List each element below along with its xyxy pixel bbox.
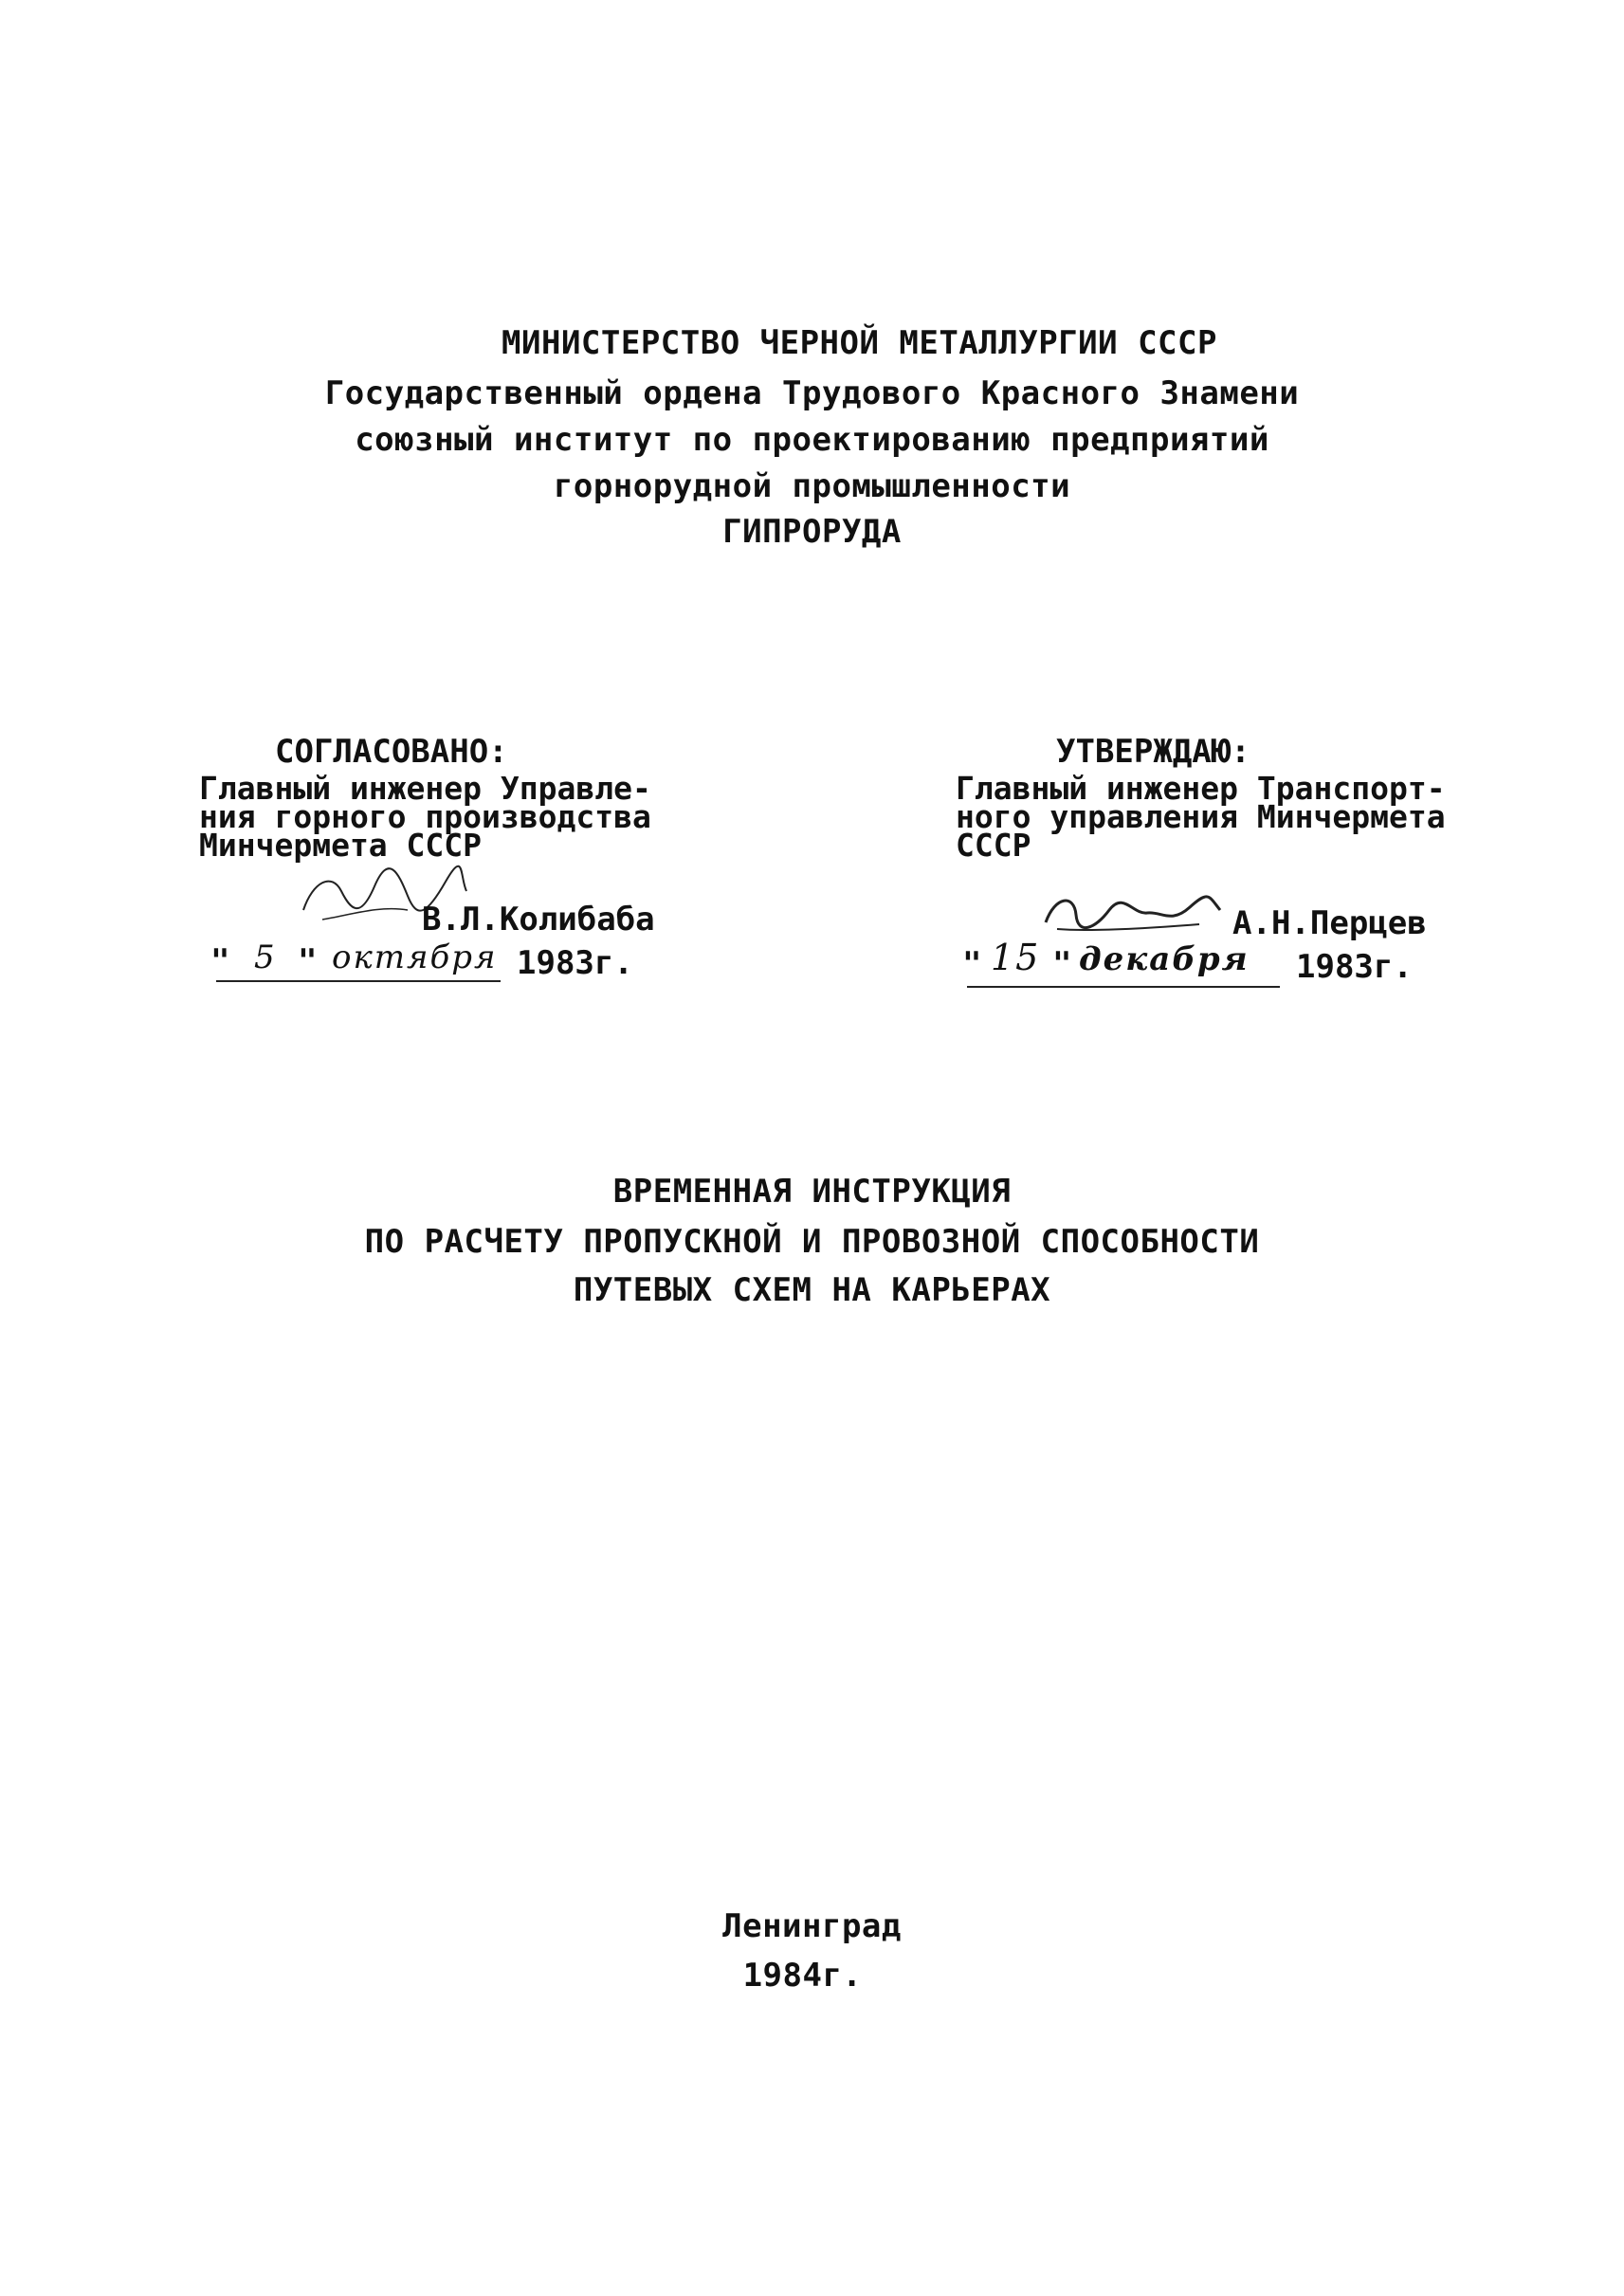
agreed-date-close-quote: ": [298, 942, 318, 980]
agreed-heading: СОГЛАСОВАНО:: [275, 733, 508, 771]
approved-signatory-name: А.Н.Перцев: [1232, 904, 1427, 942]
institute-line-3: горнорудной промышленности: [553, 467, 1071, 505]
approved-date-day: 15: [991, 937, 1041, 978]
document-subtitle-line-2: ПУТЕВЫХ СХЕМ НА КАРЬЕРАХ: [573, 1271, 1051, 1309]
agreed-position: [199, 770, 664, 864]
approved-date-close-quote: ": [1052, 945, 1072, 983]
agreed-date-year: 1983г.: [517, 944, 633, 982]
approved-position-line: СССР: [956, 827, 1031, 864]
document-title: ВРЕМЕННАЯ ИНСТРУКЦИЯ: [612, 1173, 1012, 1211]
approved-date-underline: [967, 986, 1280, 988]
approved-heading: УТВЕРЖДАЮ:: [1056, 733, 1250, 771]
approved-position-line: Главный инженер Транспорт-: [956, 770, 1446, 807]
approved-block: [956, 733, 1449, 864]
agreed-date-underline: [216, 980, 501, 982]
ministry-name: МИНИСТЕРСТВО ЧЕРНОЙ МЕТАЛЛУРГИИ СССР: [502, 324, 1217, 362]
approved-date-month: декабря: [1079, 940, 1250, 978]
approved-position-line: ного управления Минчермета: [956, 798, 1446, 835]
agreed-signatory-name: В.Л.Колибаба: [422, 901, 655, 938]
institute-line-2: союзный институт по проектированию предприятий: [355, 421, 1269, 459]
publication-city: Ленинград: [722, 1907, 902, 1945]
document-subtitle-line-1: ПО РАСЧЕТУ ПРОПУСКНОЙ И ПРОВОЗНОЙ СПОСОБНОСТИ: [364, 1223, 1260, 1261]
signature-right: [1038, 886, 1228, 943]
agreed-position-line: ния горного производства: [199, 798, 651, 835]
publication-year: 1984г.: [742, 1957, 863, 1995]
agreed-date-day: 5: [254, 938, 277, 976]
approved-date-year: 1983г.: [1296, 948, 1413, 986]
institute-abbreviation: ГИПРОРУДА: [722, 513, 902, 551]
agreed-position-line: Минчермета СССР: [199, 827, 483, 864]
approved-date-open-quote: ": [962, 945, 982, 983]
approved-position: [956, 770, 1449, 864]
agreed-position-line: Главный инженер Управле-: [199, 770, 651, 807]
agreed-date-open-quote: ": [210, 942, 230, 980]
agreed-date-month: октября: [332, 938, 498, 976]
institute-line-1: Государственный ордена Трудового Красного Знамени: [324, 374, 1300, 412]
agreed-block: [199, 733, 664, 864]
